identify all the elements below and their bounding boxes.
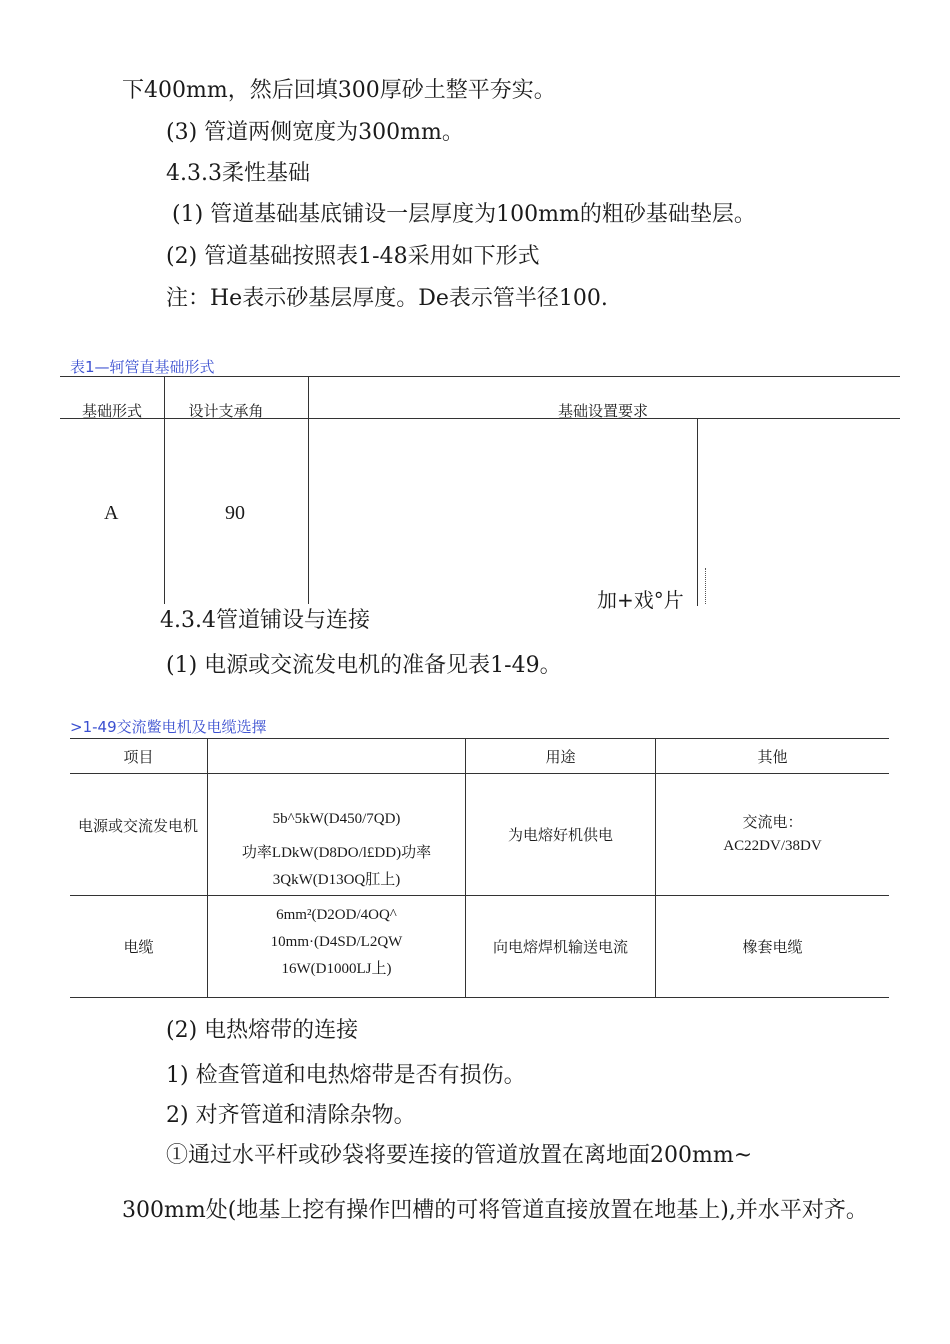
table2-header-rule xyxy=(70,773,889,774)
table1-col-divider-1 xyxy=(164,376,165,604)
table2-row2-spec-line3: 16W(D1000LJ上) xyxy=(281,961,392,977)
table2-caption: >1-49交流鳖电机及电缆选擇 xyxy=(70,718,267,736)
table1-col-divider-2 xyxy=(308,376,309,604)
table2-col-divider-2 xyxy=(465,738,466,997)
table1-caption: 表1—轲管直基础形式 xyxy=(70,358,215,376)
table2-header-item: 项目 xyxy=(123,748,154,766)
paragraph-check-damage: 1) 检查管道和电热熔带是否有损伤。 xyxy=(166,1063,526,1088)
section-heading-4-3-4: 4.3.4管道铺设与连接 xyxy=(160,608,370,633)
table2-top-rule xyxy=(70,738,889,739)
table2-row2-use: 向电熔焊机输送电流 xyxy=(492,938,628,956)
paragraph-place-pipe-cont: 300mm处(地基上挖有操作凹槽的可将管道直接放置在地基上),并水平对齐。 xyxy=(122,1198,868,1223)
table2-header-other: 其他 xyxy=(757,748,788,766)
paragraph-sand-cushion: (1) 管道基础基底铺设一层厚度为100mm的粗砂基础垫层。 xyxy=(172,202,756,227)
paragraph-backfill: 下400mm，然后回填300厚砂土整平夯实。 xyxy=(122,78,556,103)
table2-row2-spec-line1: 6mm²(D2OD/4OQ^ xyxy=(276,907,397,923)
table2-row1-item: 电源或交流发电机 xyxy=(78,817,199,835)
table1-dotted-mark xyxy=(705,568,710,604)
table2-row1-spec-line1: 5b^5kW(D450/7QD) xyxy=(272,811,401,827)
paragraph-heat-band: (2) 电热熔带的连接 xyxy=(166,1018,359,1043)
table2-header-use: 用途 xyxy=(545,748,576,766)
paragraph-note: 注：He表示砂基层厚度。De表示管半径100. xyxy=(166,286,608,311)
table1-header-requirement: 基础设置要求 xyxy=(557,402,648,420)
paragraph-pipe-width: (3) 管道两侧宽度为300mm。 xyxy=(166,120,464,145)
paragraph-power-prep: (1) 电源或交流发电机的准备见表1-49。 xyxy=(166,653,562,678)
table2-row2-item: 电缆 xyxy=(123,938,154,956)
table2-row2-other: 橡套电缆 xyxy=(742,938,803,956)
section-heading-4-3-3: 4.3.3柔性基础 xyxy=(166,161,310,186)
paragraph-align-clean: 2) 对齐管道和清除杂物。 xyxy=(166,1103,416,1128)
table1-cell-angle: 90 xyxy=(225,502,245,524)
table2-row1-spec-line2: 功率LDkW(D8DO/l£DD)功率 xyxy=(241,845,432,862)
table2-row2-spec xyxy=(208,902,465,983)
paragraph-place-pipe: ①通过水平杆或砂袋将要连接的管道放置在离地面200mm~ xyxy=(166,1143,753,1168)
table2-bottom-rule xyxy=(70,997,889,998)
table1-header-angle: 设计支承角 xyxy=(188,402,264,420)
table2-row-rule xyxy=(70,895,889,896)
table2-row1-spec-line3: 3QkW(D13OQ肛上) xyxy=(272,871,401,888)
table2-row1-other-line2: AC22DV/38DV xyxy=(723,838,822,854)
table1-header-form: 基础形式 xyxy=(81,402,142,420)
table2-col-divider-3 xyxy=(655,738,656,997)
table2-row1-other-line1: 交流电： xyxy=(742,813,803,831)
table1-col-divider-3 xyxy=(697,418,698,606)
table1-cell-form: A xyxy=(104,502,119,524)
table1-top-rule xyxy=(60,376,900,377)
table2-row1-use: 为电熔好机供电 xyxy=(507,826,613,844)
table2-row1-other xyxy=(656,810,889,858)
table1-cell-note: 加+戏°片 xyxy=(597,588,684,612)
table2-row1-spec xyxy=(208,806,465,893)
paragraph-foundation-form: (2) 管道基础按照表1-48采用如下形式 xyxy=(166,244,540,269)
table2-row2-spec-line2: 10mm·(D4SD/L2QW xyxy=(270,934,403,950)
